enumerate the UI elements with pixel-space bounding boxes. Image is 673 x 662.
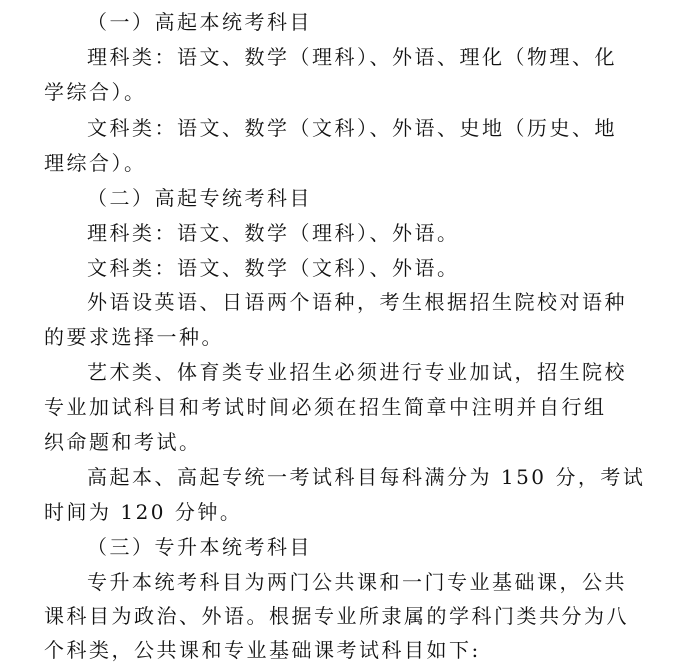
section-heading-gaoqizhuan: （二）高起专统考科目 xyxy=(87,186,312,210)
paragraph-arts-gaoqiben-line-1: 文科类：语文、数学（文科）、外语、史地（历史、地 xyxy=(87,116,617,140)
paragraph-art-sports-line-3: 织命题和考试。 xyxy=(44,430,202,454)
paragraph-arts-gaoqizhuan: 文科类：语文、数学（文科）、外语。 xyxy=(87,256,460,280)
section-heading-zhuanshengben: （三）专升本统考科目 xyxy=(87,535,312,559)
paragraph-art-sports-line-1: 艺术类、体育类专业招生必须进行专业加试，招生院校 xyxy=(87,360,627,384)
paragraph-science-gaoqizhuan: 理科类：语文、数学（理科）、外语。 xyxy=(87,221,460,245)
paragraph-upgrade-line-1: 专升本统考科目为两门公共课和一门专业基础课，公共 xyxy=(87,570,627,594)
paragraph-score-line-2: 时间为 120 分钟。 xyxy=(44,500,243,524)
paragraph-language-line-1: 外语设英语、日语两个语种，考生根据招生院校对语种 xyxy=(87,290,627,314)
section-heading-gaoqiben: （一）高起本统考科目 xyxy=(87,10,312,34)
paragraph-art-sports-line-2: 专业加试科目和考试时间必须在招生简章中注明并自行组 xyxy=(44,395,607,419)
paragraph-arts-gaoqiben-line-2: 理综合）。 xyxy=(44,151,147,175)
paragraph-upgrade-line-2: 课科目为政治、外语。根据专业所隶属的学科门类共分为八 xyxy=(44,604,629,628)
paragraph-upgrade-line-3: 个科类，公共课和专业基础课考试科目如下: xyxy=(44,638,481,662)
paragraph-science-gaoqiben-line-2: 学综合）。 xyxy=(44,80,147,104)
paragraph-science-gaoqiben-line-1: 理科类：语文、数学（理科）、外语、理化（物理、化 xyxy=(87,45,617,69)
paragraph-language-line-2: 的要求选择一种。 xyxy=(44,325,224,349)
paragraph-score-line-1: 高起本、高起专统一考试科目每科满分为 150 分，考试 xyxy=(87,465,646,489)
